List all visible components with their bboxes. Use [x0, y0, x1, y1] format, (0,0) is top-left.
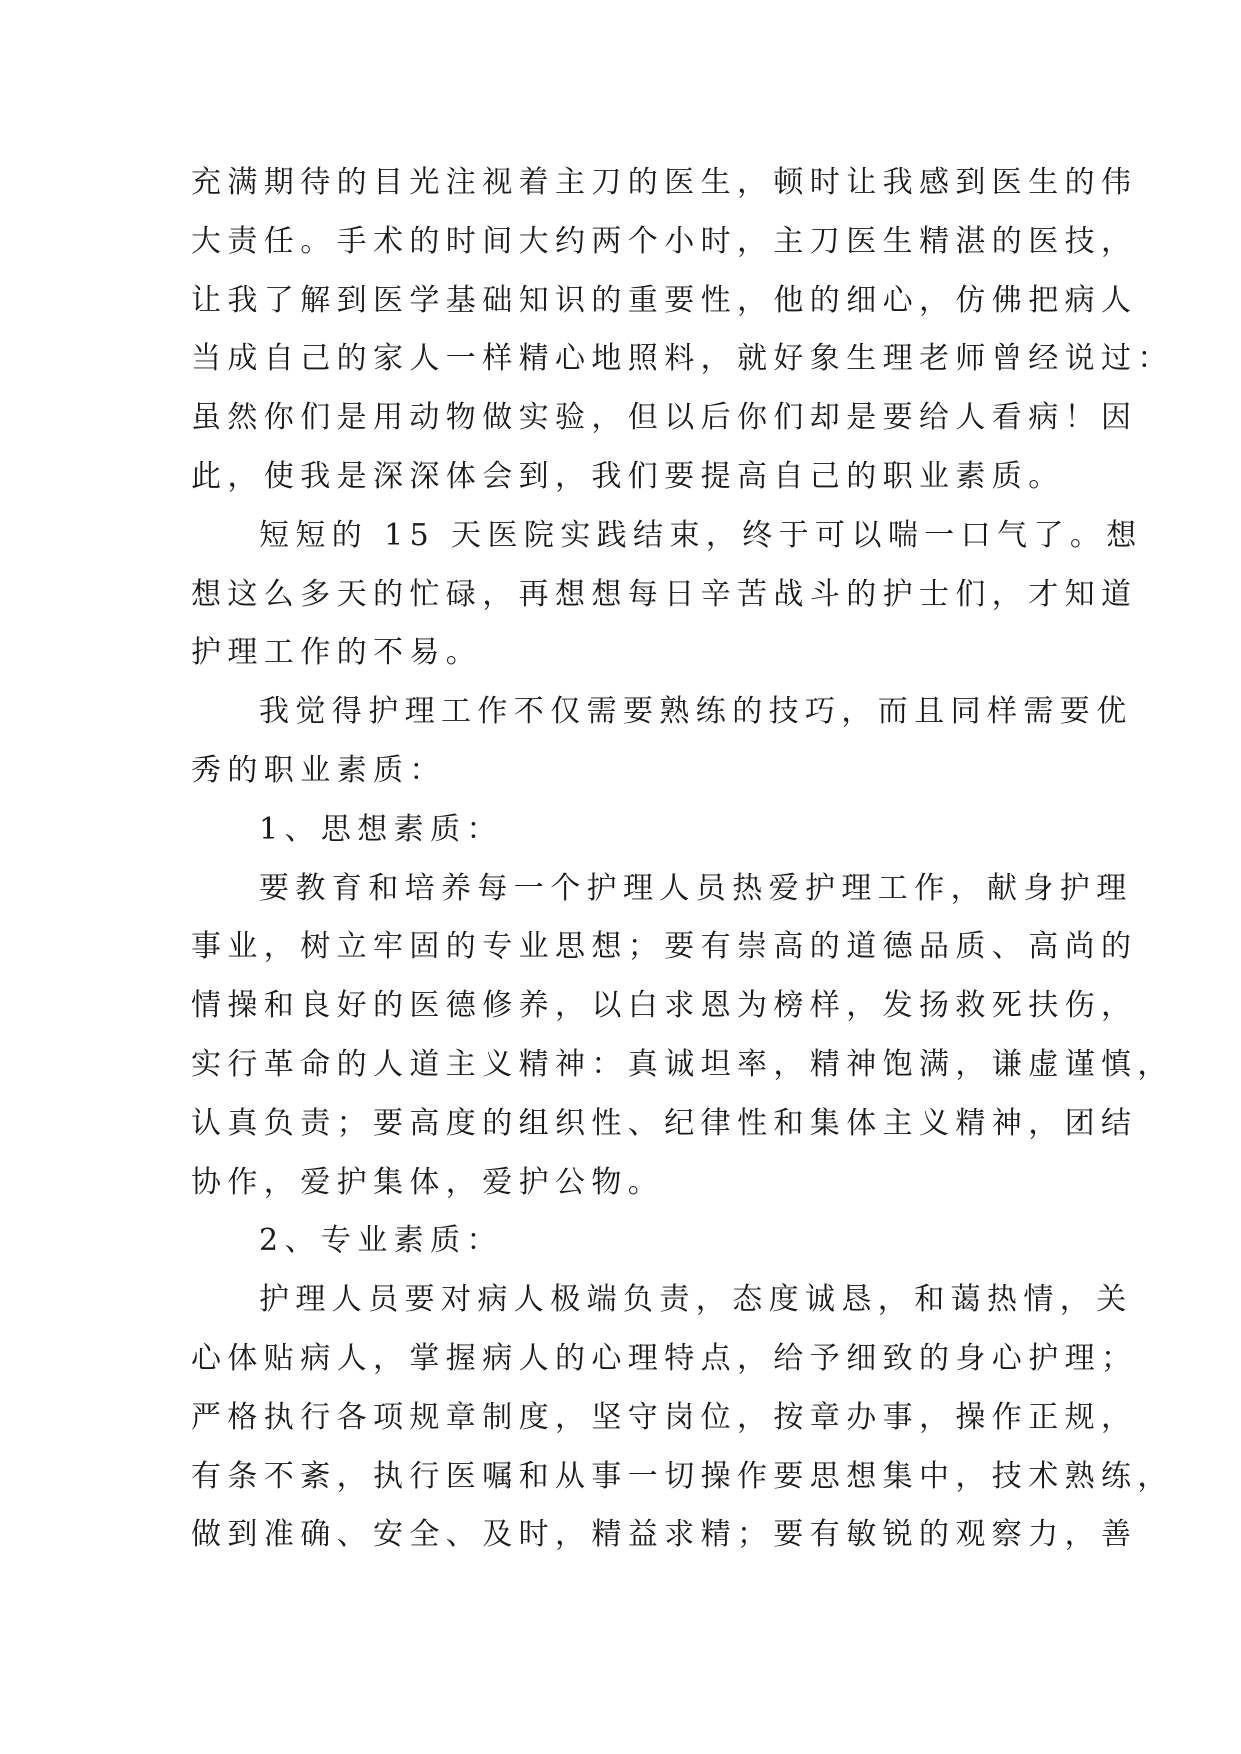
text-line: 情操和良好的医德修养，以白求恩为榜样，发扬救死扶伤，	[191, 988, 1138, 1024]
text-line: 护理人员要对病人极端负责，态度诚恳，和蔼热情，关	[259, 1282, 1133, 1318]
text-line: 心体贴病人，掌握病人的心理特点，给予细致的身心护理；	[191, 1340, 1138, 1376]
text-line: 做到准确、安全、及时，精益求精；要有敏锐的观察力，善	[191, 1517, 1138, 1553]
text-line: 此，使我是深深体会到，我们要提高自己的职业素质。	[191, 458, 1065, 494]
text-line: 实行革命的人道主义精神：真诚坦率，精神饱满，谦虚谨慎，	[191, 1046, 1174, 1082]
section-heading-2	[191, 1212, 1051, 1271]
text-line: 有条不紊，执行医嘱和从事一切操作要思想集中，技术熟练，	[191, 1458, 1174, 1494]
text-line: 大责任。手术的时间大约两个小时，主刀医生精湛的医技，	[191, 223, 1138, 259]
paragraph-4	[191, 860, 1174, 1213]
text-line: 事业，树立牢固的专业思想；要有崇高的道德品质、高尚的	[191, 929, 1138, 965]
heading-text: 1、思想素质：	[259, 811, 503, 847]
text-line: 严格执行各项规章制度，坚守岗位，按章办事，操作正规，	[191, 1399, 1138, 1435]
paragraph-5	[191, 1271, 1174, 1565]
text-line: 要教育和培养每一个护理人员热爱护理工作，献身护理	[259, 870, 1133, 906]
text-line: 想这么多天的忙碌，再想想每日辛苦战斗的护士们，才知道	[191, 576, 1138, 612]
text-line: 让我了解到医学基础知识的重要性，他的细心，仿佛把病人	[191, 282, 1138, 318]
paragraph-3	[191, 683, 1133, 801]
paragraph-2	[191, 507, 1143, 683]
text-line: 虽然你们是用动物做实验，但以后你们却是要给人看病！因	[191, 400, 1138, 436]
text-line: 充满期待的目光注视着主刀的医生，顿时让我感到医生的伟	[191, 165, 1138, 200]
text-line: 协作，爱护集体，爱护公物。	[191, 1164, 665, 1200]
text-line: 认真负责；要高度的组织性、纪律性和集体主义精神，团结	[191, 1105, 1138, 1141]
text-line: 短短的 15 天医院实践结束，终于可以喘一口气了。想	[259, 517, 1143, 553]
text-line: 当成自己的家人一样精心地照料，就好象生理老师曾经说过：	[191, 341, 1174, 377]
document-body	[191, 154, 1174, 1565]
text-line: 秀的职业素质：	[191, 752, 446, 788]
paragraph-1	[191, 154, 1174, 507]
text-line: 护理工作的不易。	[191, 635, 483, 671]
heading-text: 2、专业素质：	[259, 1223, 503, 1259]
section-heading-1	[191, 801, 1051, 860]
text-line: 我觉得护理工作不仅需要熟练的技巧，而且同样需要优	[259, 694, 1133, 730]
